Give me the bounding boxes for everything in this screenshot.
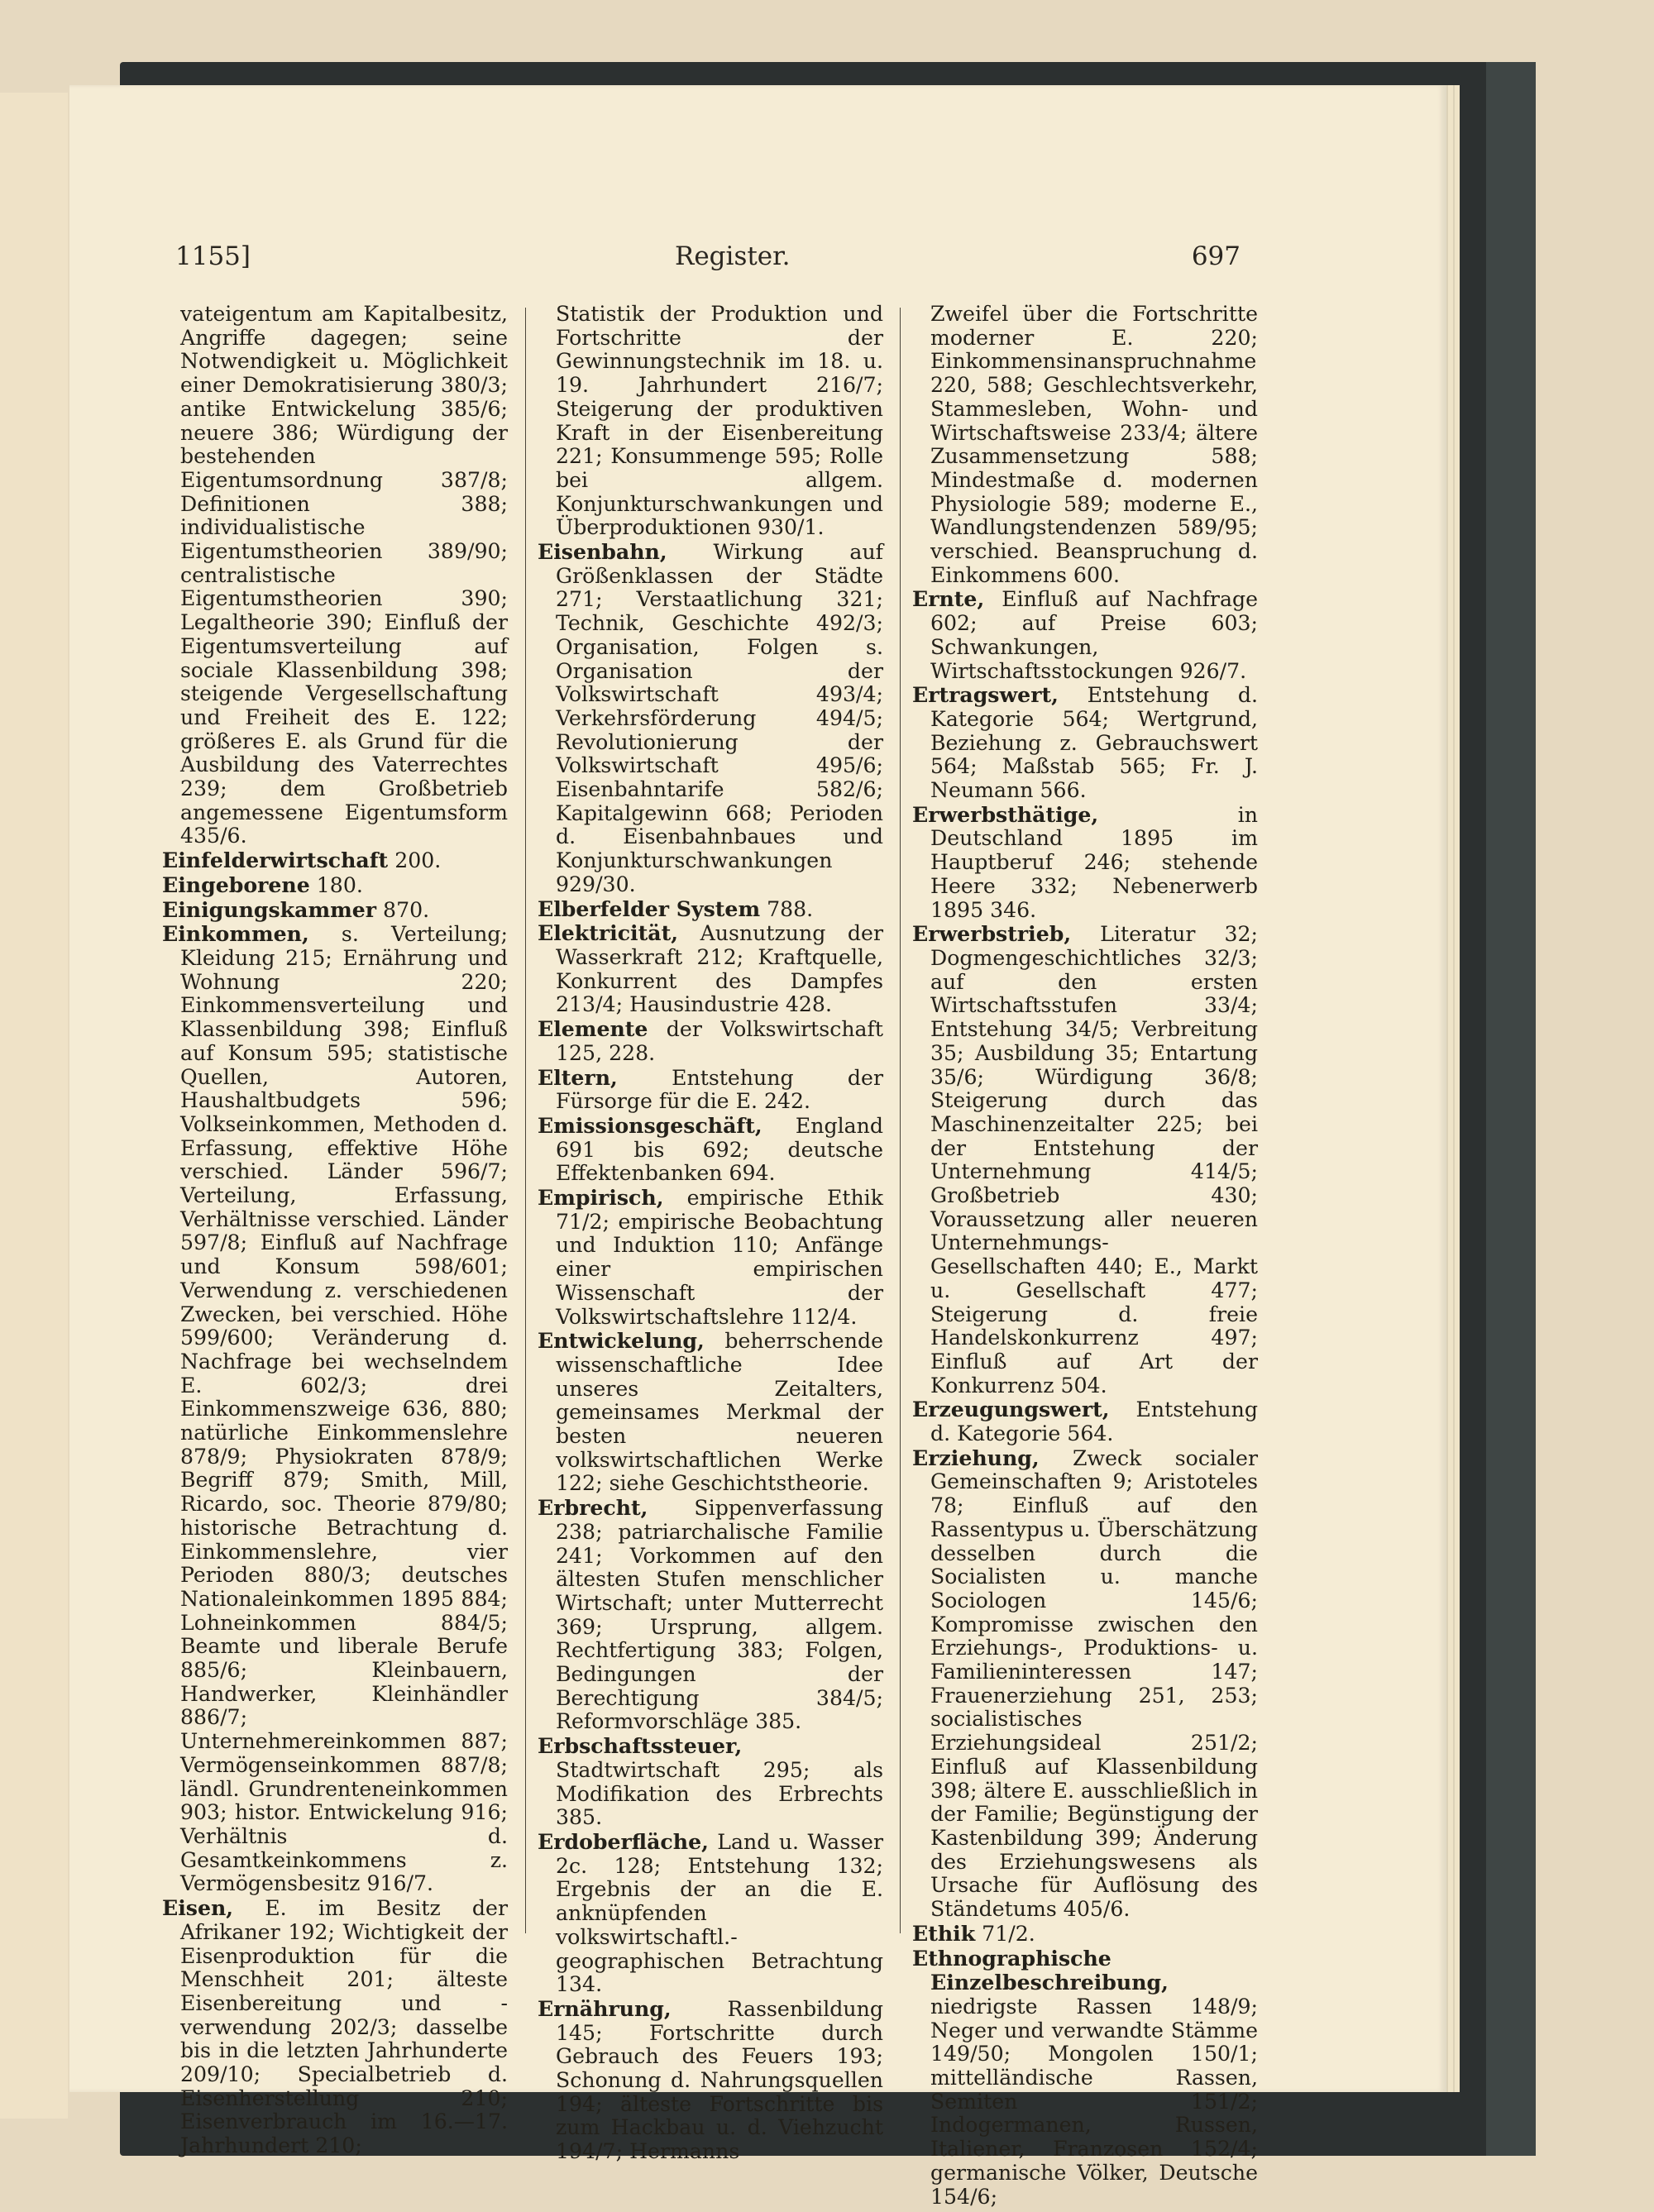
index-headword: Eltern, bbox=[538, 1064, 618, 1090]
index-entry-text: Sippenverfassung 238; patriarchalische Familie 241; Vorkommen auf den ältesten Stufen menschlicher Wirtschaft; unter Mutterrecht 369; Ursprung, allgem. Rechtfertigung 383; Folgen, Bedingungen der Berechtigung 384/5; Reformvorschläge 385. bbox=[556, 1496, 883, 1734]
index-entry-text: vateigentum am Kapitalbesitz, Angriffe dagegen; seine Notwendigkeit u. Möglichkeit einer Demokratisierung 380/3; antike Entwickelung 385/6; neuere 386; Würdigung der bestehenden Eigentumsordnung 387/8; Definitionen 388; individualistische Eigentumstheorien 389/90; centralistische Eigentumstheorien 390; Legaltheorie 390; Einfluß der Eigentumsverteilung auf sociale Klassenbildung 398; steigende Vergesellschaftung und Freiheit des E. 122; größeres E. als Grund für die Ausbildung des Vaterrechtes 239; dem Großbetrieb angemessene Eigentumsform 435/6. bbox=[180, 302, 508, 848]
facing-page-edge bbox=[0, 93, 68, 2119]
index-column-1 bbox=[162, 302, 508, 2158]
index-headword: Erwerbstrieb, bbox=[912, 921, 1072, 947]
index-headword: Einkommen, bbox=[162, 921, 309, 947]
index-entry bbox=[912, 1446, 1258, 1922]
index-entry-text: 788. bbox=[760, 896, 814, 921]
index-entry bbox=[162, 898, 508, 923]
index-entry bbox=[538, 303, 883, 540]
index-entry bbox=[538, 1329, 883, 1496]
index-entry bbox=[538, 1997, 883, 2164]
index-entry-text: Zweck socialer Gemeinschaften 9; Aristoteles 78; Einfluß auf den Rassentypus u. Überschätzung desselben durch die Socialisten u. manche Sociologen 145/6; Kompromisse zwischen den Erziehungs-, Produktions- u. Familieninteressen 147; Frauenerziehung 251, 253; socialistisches Erziehungsideal 251/2; Einfluß auf Klassenbildung 398; ältere E. ausschließlich in der Familie; Begünstigung der Kastenbildung 399; Änderung des Erziehungswesens als Ursache für Auflösung des Ständetums 405/6. bbox=[930, 1445, 1259, 1922]
index-entry-text: 180. bbox=[309, 872, 363, 897]
index-entry-text: 200. bbox=[388, 848, 442, 873]
index-entry-text: empirische Ethik 71/2; empirische Beobachtung und Induktion 110; Anfänge einer empirischen Wissenschaft der Volkswirtschaftslehre 112/4. bbox=[556, 1186, 883, 1329]
index-entry bbox=[912, 303, 1258, 587]
index-entry-text: in Deutschland 1895 im Hauptberuf 246; stehende Heere 332; Nebenerwerb 1895 346. bbox=[930, 802, 1258, 922]
index-entry-text: beherrschende wissenschaftliche Idee unseres Zeitalters, gemeinsames Merkmal der besten neueren volkswirtschaftlichen Werke 122; siehe Geschichtstheorie. bbox=[556, 1329, 883, 1496]
index-headword: Eingeborene bbox=[162, 872, 310, 897]
index-headword: Einfelderwirtschaft bbox=[162, 848, 389, 873]
index-entry-text: Literatur 32; Dogmengeschichtliches 32/3; auf den ersten Wirtschaftsstufen 33/4; Entstehung 34/5; Verbreitung 35; Ausbildung 35; Entartung 35/6; Würdigung 36/8; Steigerung durch das Maschinenzeitalter 225; bei der Entstehung der Unternehmung 414/5; Großbetrieb 430; Voraussetzung aller neueren Unternehmungs-Gesellschaften 440; E., Markt u. Gesellschaft 477; Steigerung d. freie Handelskonkurrenz 497; Einfluß auf Art der Konkurrenz 504. bbox=[930, 922, 1258, 1397]
running-title: Register. bbox=[675, 241, 791, 271]
index-entry-text: Entstehung der Fürsorge für die E. 242. bbox=[556, 1065, 883, 1114]
index-entry bbox=[538, 1830, 883, 1997]
index-headword: Ernte, bbox=[912, 586, 985, 612]
index-entry-text: E. im Besitz der Afrikaner 192; Wichtigkeit der Eisenproduktion für die Menschheit 201; älteste Eisenbereitung und -verwendung 202/3; dasselbe bis in die letzten Jahrhunderte 209/10; Specialbetrieb d. Eisenherstellung 210; Eisenverbrauch im 16.—17. Jahrhundert 210; bbox=[180, 1896, 508, 2158]
index-entry-text: Statistik der Produktion und Fortschritte der Gewinnungstechnik im 18. u. 19. Jahrhundert 216/7; Steigerung der produktiven Kraft in der Eisenbereitung 221; Konsummenge 595; Rolle bei allgem. Konjunkturschwankungen und Überproduktionen 930/1. bbox=[556, 302, 883, 540]
index-headword: Eisen, bbox=[162, 1895, 234, 1921]
index-entry bbox=[538, 1066, 883, 1114]
column-rule bbox=[525, 308, 526, 1933]
index-entry bbox=[912, 803, 1258, 923]
index-entry-text: Stadtwirtschaft 295; als Modifikation des Erbrechts 385. bbox=[556, 1757, 883, 1830]
page-number-left: 1155] bbox=[175, 241, 251, 271]
index-entry-text: Zweifel über die Fortschritte moderner E. 220; Einkommensinanspruchnahme 220, 588; Geschlechtsverkehr, Stammesleben, Wohn- und Wirtschaftsweise 233/4; ältere Zusammensetzung 588; Mindestmaße d. modernen Physiologie 589; moderne E., Wandlungstendenzen 589/95; verschied. Beanspruchung d. Einkommens 600. bbox=[930, 302, 1258, 587]
index-entry-text: Einfluß auf Nachfrage 602; auf Preise 603; Schwankungen, Wirtschaftsstockungen 926/7. bbox=[930, 587, 1258, 683]
index-column-2 bbox=[538, 302, 883, 2164]
index-headword: Einigungskammer bbox=[162, 896, 377, 922]
index-headword: Ernährung, bbox=[538, 1995, 672, 2021]
index-entry bbox=[912, 683, 1258, 803]
index-headword: Elemente bbox=[538, 1016, 648, 1042]
index-headword: Empirisch, bbox=[538, 1185, 664, 1211]
index-headword: Ethik bbox=[912, 1920, 976, 1946]
book-spine bbox=[1486, 62, 1536, 2156]
page-number-right: 697 bbox=[1191, 241, 1240, 271]
index-entry-text: niedrigste Rassen 148/9; Neger und verwandte Stämme 149/50; Mongolen 150/1; mittelländische Rassen, Semiten 151/2; Indogermanen, Russen, Italiener, Franzosen 152/4; germanische Völker, Deutsche 154/6; bbox=[930, 1994, 1258, 2209]
index-headword: Ertragswert, bbox=[912, 682, 1059, 708]
index-headword: Erzeugungswert, bbox=[912, 1397, 1110, 1422]
index-entry-text: 870. bbox=[376, 897, 430, 922]
index-entry-text: Rassenbildung 145; Fortschritte durch Gebrauch des Feuers 193; Schonung d. Nahrungsquellen 194; älteste Fortschritte bis zum Hackbau u. d. Viehzucht 194/7; Hermanns bbox=[556, 1996, 883, 2164]
index-headword: Ethnographische Einzelbeschreibung, bbox=[912, 1945, 1169, 1995]
index-entry-text: Entstehung d. Kategorie 564. bbox=[930, 1397, 1258, 1446]
index-entry bbox=[912, 587, 1258, 683]
index-entry-text: Wirkung auf Größenklassen der Städte 271; Verstaatlichung 321; Technik, Geschichte 492/3; Organisation, Folgen s. Organisation der Volkswirtschaft 493/4; Verkehrsförderung 494/5; Revolutionierung der Volkswirtschaft 495/6; Eisenbahntarife 582/6; Kapitalgewinn 668; Perioden d. Eisenbahnbaues und Konjunkturschwankungen 929/30. bbox=[556, 540, 883, 896]
index-headword: Erziehung, bbox=[912, 1445, 1040, 1470]
index-entry bbox=[162, 303, 508, 848]
index-column-3 bbox=[912, 302, 1259, 2209]
index-entry bbox=[538, 921, 883, 1017]
index-entry-text: Ausnutzung der Wasserkraft 212; Kraftquelle, Konkurrent des Dampfes 213/4; Hausindustrie 428. bbox=[556, 921, 883, 1017]
index-entry bbox=[912, 1397, 1258, 1445]
index-entry bbox=[538, 1017, 883, 1065]
index-entry bbox=[538, 1496, 883, 1734]
index-headword: Eisenbahn, bbox=[538, 539, 667, 565]
index-entry bbox=[162, 1896, 508, 2158]
index-entry bbox=[912, 1922, 1258, 1947]
running-header bbox=[175, 241, 1240, 279]
index-entry-text: 71/2. bbox=[975, 1921, 1035, 1946]
index-entry bbox=[912, 922, 1258, 1397]
index-entry bbox=[538, 1734, 883, 1830]
index-headword: Erbschaftssteuer, bbox=[538, 1733, 743, 1759]
index-entry bbox=[538, 1186, 883, 1329]
index-entry-text: der Volkswirtschaft 125, 228. bbox=[556, 1017, 883, 1065]
index-entry bbox=[162, 848, 508, 873]
index-entry bbox=[162, 922, 508, 1896]
index-headword: Erdoberfläche, bbox=[538, 1829, 709, 1854]
index-headword: Entwickelung, bbox=[538, 1328, 705, 1354]
index-headword: Erwerbsthätige, bbox=[912, 801, 1099, 827]
index-headword: Emissionsgeschäft, bbox=[538, 1112, 762, 1138]
index-entry-text: England 691 bis 692; deutsche Effektenbanken 694. bbox=[556, 1113, 883, 1186]
index-entry bbox=[538, 540, 883, 897]
index-entry-text: s. Verteilung; Kleidung 215; Ernährung und Wohnung 220; Einkommensverteilung und Klassenbildung 398; Einfluß auf Konsum 595; statistische Quellen, Autoren, Haushaltbudgets 596; Volkseinkommen, Methoden d. Erfassung, effektive Höhe verschied. Länder 596/7; Verteilung, Erfassung, Verhältnisse verschied. Länder 597/8; Einfluß auf Nachfrage und Konsum 598/601; Verwendung z. verschiedenen Zwecken, bei verschied. Höhe 599/600; Veränderung d. Nachfrage bei wechselndem E. 602/3; drei Einkommenszweige 636, 880; natürliche Einkommenslehre 878/9; Physiokraten 878/9; Begriff 879; Smith, Mill, Ricardo, soc. Theorie 879/80; historische Betrachtung d. Einkommenslehre, vier Perioden 880/3; deutsches Nationaleinkommen 1895 884; Lohneinkommen 884/5; Beamte und liberale Berufe 885/6; Kleinbauern, Handwerker, Kleinhändler 886/7; Unternehmereinkommen 887; Vermögenseinkommen 887/8; ländl. Grundrenteneinkommen 903; histor. Entwickelung 916; Verhältnis d. Gesamtkeinkommens z. Vermögensbesitz 916/7. bbox=[180, 922, 508, 1896]
index-entry bbox=[538, 897, 883, 922]
index-headword: Erbrecht, bbox=[538, 1495, 648, 1521]
index-entry bbox=[162, 873, 508, 898]
column-rule bbox=[900, 308, 901, 1933]
index-entry bbox=[912, 1947, 1258, 2210]
index-entry-text: Land u. Wasser 2c. 128; Entstehung 132; Ergebnis der an die E. anknüpfenden volkswirtschaftl.-geographischen Betrachtung 134. bbox=[556, 1830, 883, 1997]
index-entry-text: Entstehung d. Kategorie 564; Wertgrund, Beziehung z. Gebrauchswert 564; Maßstab 565; Fr. J. Neumann 566. bbox=[930, 683, 1258, 803]
index-entry bbox=[538, 1114, 883, 1186]
index-headword: Elektricität, bbox=[538, 920, 678, 946]
index-headword: Elberfelder System bbox=[538, 896, 761, 921]
